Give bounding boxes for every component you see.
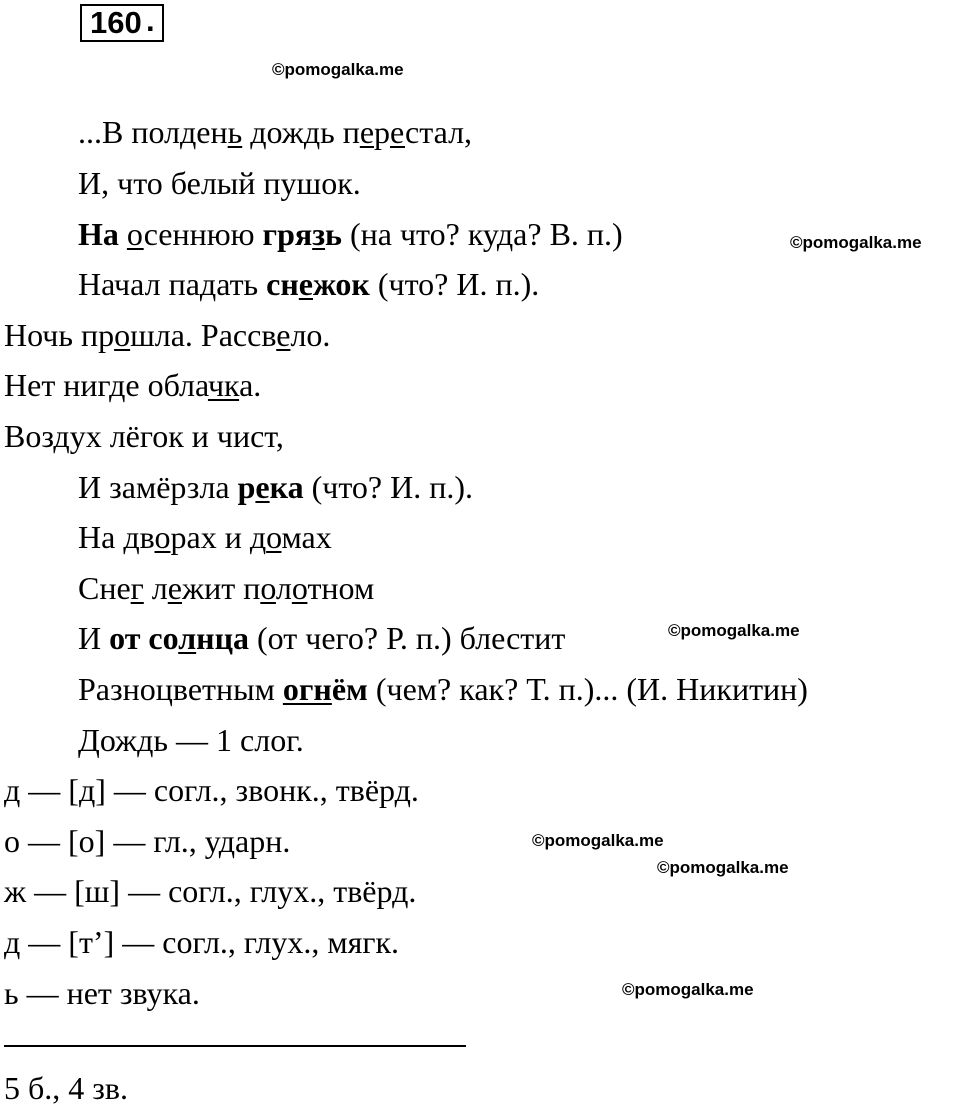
poem-line-3: На осеннюю грязь (на что? куда? В. п.)	[78, 216, 623, 252]
watermark: ©pomogalka.me	[790, 233, 922, 252]
poem-line-6: Нет нигде облачка.	[4, 367, 262, 403]
analysis-line: о — [о] — гл., ударн.	[4, 823, 291, 859]
poem-line-1: ...В полдень дождь перестал,	[78, 114, 473, 150]
poem-line-2: И, что белый пушок.	[78, 165, 361, 201]
poem-line-12: Разноцветным огнём (чем? как? Т. п.)... (И. Никитин)	[78, 671, 808, 707]
task-number-dot: .	[146, 3, 155, 38]
poem-line-7: Воздух лёгок и чист,	[4, 418, 284, 454]
summary: 5 б., 4 зв.	[4, 1070, 129, 1106]
analysis-line: д — [т’] — согл., глух., мягк.	[4, 924, 400, 960]
watermark: ©pomogalka.me	[622, 980, 754, 999]
poem-line-13: Дождь — 1 слог.	[78, 722, 304, 758]
analysis-line: ж — [ш] — согл., глух., твёрд.	[4, 873, 417, 909]
divider	[4, 1045, 466, 1047]
poem-line-5: Ночь прошла. Рассвело.	[4, 317, 331, 353]
poem-line-4: Начал падать снежок (что? И. п.).	[78, 266, 540, 302]
analysis-line: д — [д] — согл., звонк., твёрд.	[4, 772, 419, 808]
watermark: ©pomogalka.me	[668, 621, 800, 640]
poem-line-9: На дворах и домах	[78, 519, 332, 555]
watermark: ©pomogalka.me	[657, 858, 789, 877]
watermark: ©pomogalka.me	[272, 60, 404, 79]
task-number: 160	[90, 5, 142, 40]
poem-line-10: Снег лежит полотном	[78, 570, 375, 606]
poem-line-11: И от солнца (от чего? Р. п.) блестит	[78, 620, 566, 656]
poem-line-8: И замёрзла река (что? И. п.).	[78, 469, 473, 505]
watermark: ©pomogalka.me	[532, 831, 664, 850]
analysis-line: ь — нет звука.	[4, 975, 200, 1011]
